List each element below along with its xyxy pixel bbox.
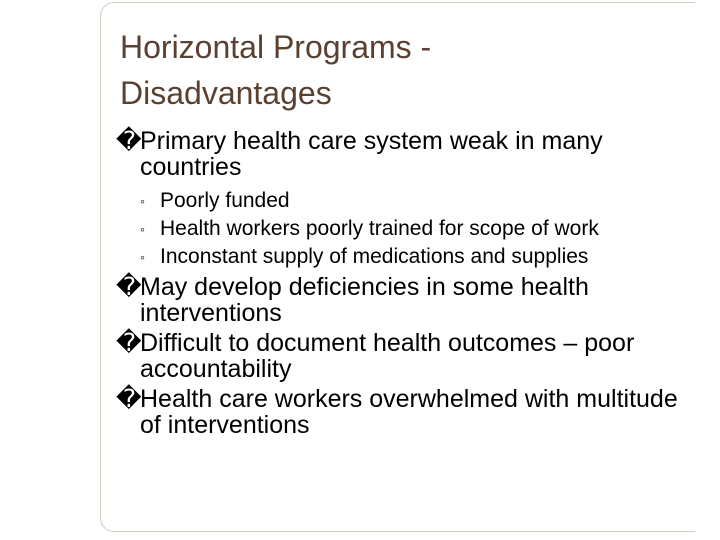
sub-bullet-icon: ◦ [140, 249, 145, 265]
bullet-icon: � [116, 329, 142, 357]
title-line-2: Disadvantages [120, 75, 332, 111]
bullet-icon: � [116, 273, 142, 301]
bullet-icon: � [116, 127, 142, 155]
bullet-text: Difficult to document health outcomes – poor accountability [140, 329, 635, 383]
sub-bullet-text: Poorly funded [160, 189, 290, 212]
bullet-item [116, 274, 696, 326]
bullet-item [116, 128, 696, 180]
bullet-text: Health care workers overwhelmed with multitude of interventions [140, 385, 678, 439]
bullet-list [116, 128, 696, 442]
sub-bullet-list [116, 190, 696, 268]
bullet-icon: � [116, 385, 142, 413]
bullet-item [116, 330, 696, 382]
sub-bullet-item [116, 218, 696, 240]
bullet-text: May develop deficiencies in some health interventions [140, 273, 589, 327]
sub-bullet-text: Health workers poorly trained for scope of work [160, 217, 599, 240]
sub-bullet-item [116, 190, 696, 212]
sub-bullet-icon: ◦ [140, 221, 145, 237]
title-line-1: Horizontal Programs - [120, 29, 432, 65]
sub-bullet-icon: ◦ [140, 193, 145, 209]
slide-title [120, 24, 680, 116]
sub-bullet-text: Inconstant supply of medications and supplies [160, 245, 589, 268]
bullet-item [116, 386, 696, 438]
sub-bullet-item [116, 246, 696, 268]
bullet-text: Primary health care system weak in many countries [140, 127, 603, 181]
